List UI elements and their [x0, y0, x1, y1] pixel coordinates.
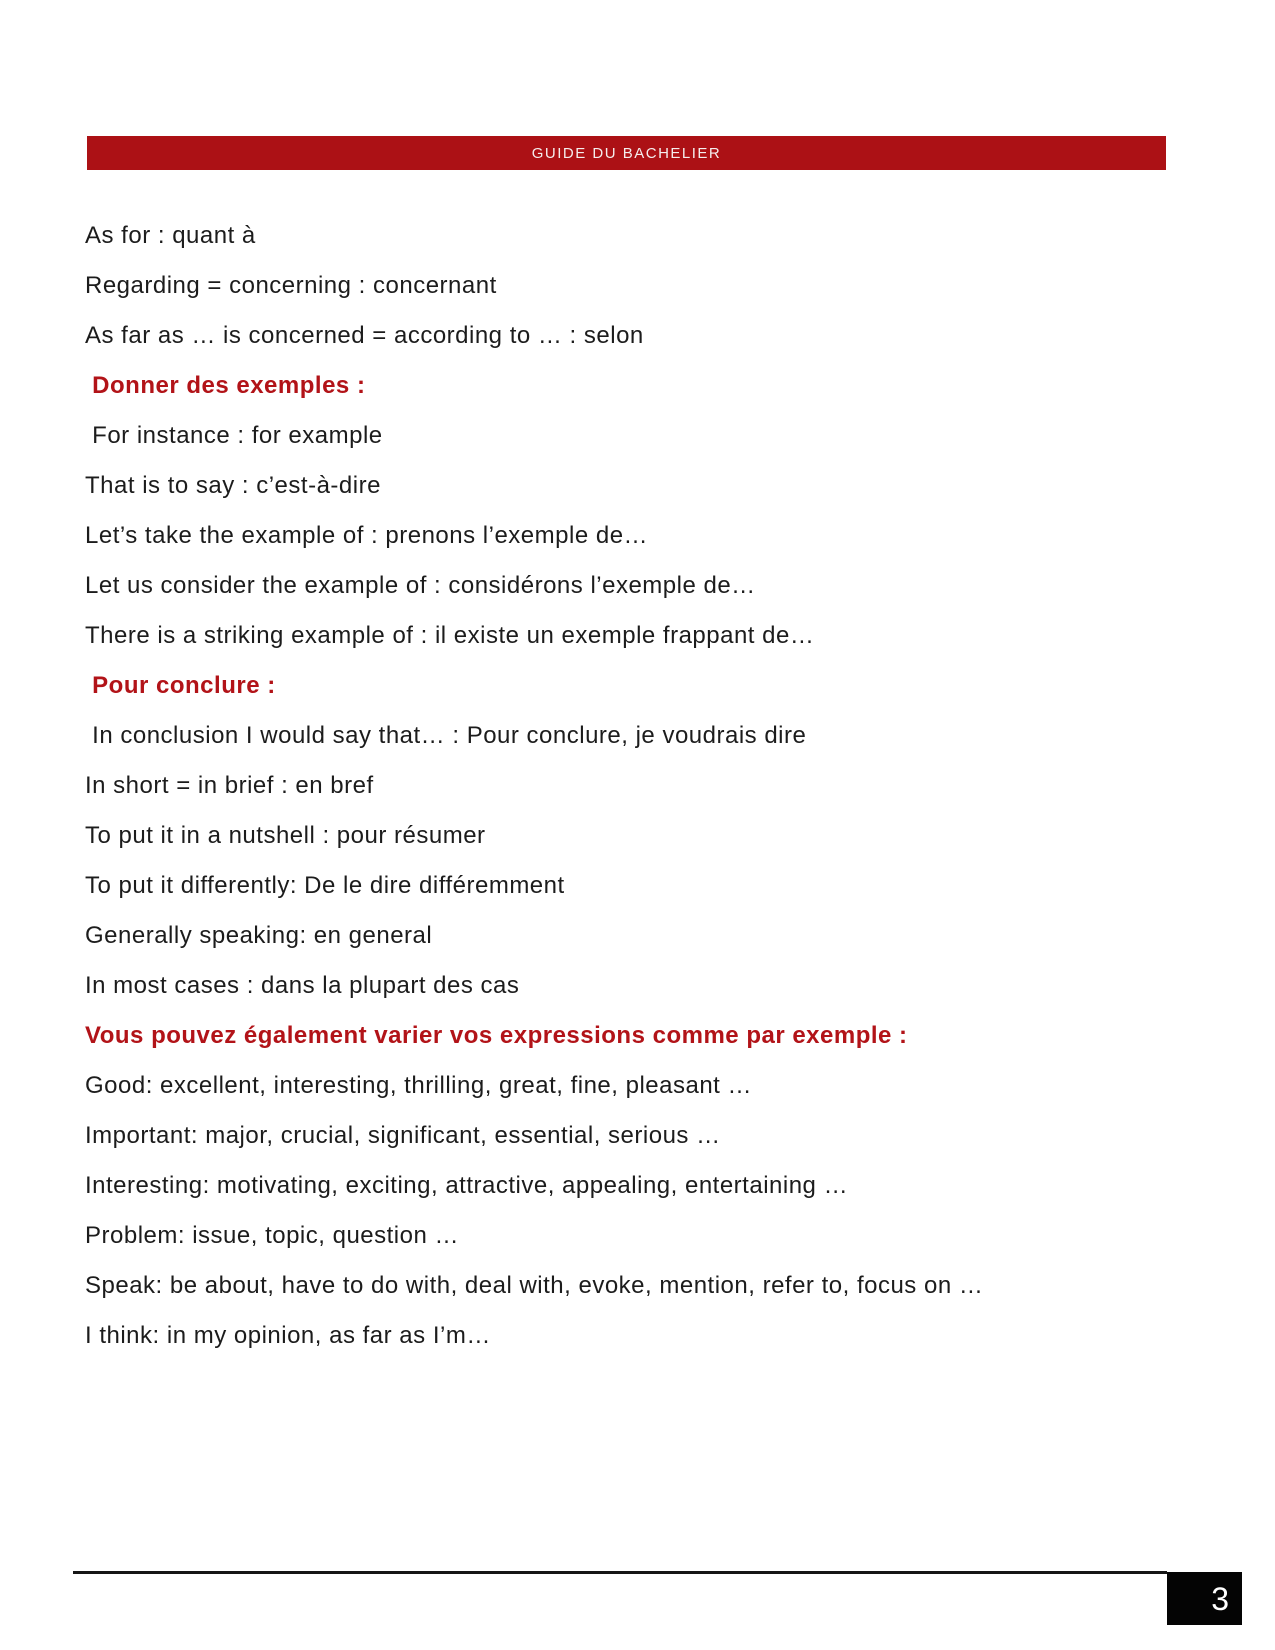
text-line: Regarding = concerning : concernant: [85, 272, 497, 299]
document-title: GUIDE DU BACHELIER: [531, 144, 722, 162]
text-line: To put it differently: De le dire différemment: [85, 872, 565, 899]
text-line: Problem: issue, topic, question …: [85, 1222, 460, 1249]
text-line: To put it in a nutshell : pour résumer: [85, 822, 486, 849]
footer-divider: [73, 1571, 1167, 1574]
text-line: In most cases : dans la plupart des cas: [85, 972, 520, 999]
body-text: [85, 211, 1195, 1361]
section-heading: Pour conclure :: [85, 672, 276, 699]
text-line: Let’s take the example of : prenons l’exemple de…: [85, 522, 649, 549]
text-line: Good: excellent, interesting, thrilling, great, fine, pleasant …: [85, 1072, 753, 1099]
text-line: For instance : for example: [85, 422, 383, 449]
text-line: In conclusion I would say that… : Pour conclure, je voudrais dire: [85, 722, 807, 749]
page-number-box: [1167, 1572, 1242, 1625]
header-banner: [87, 136, 1166, 170]
text-line: As for : quant à: [85, 222, 256, 249]
text-line: I think: in my opinion, as far as I’m…: [85, 1322, 491, 1349]
text-line: Let us consider the example of : considérons l’exemple de…: [85, 572, 756, 599]
text-line: There is a striking example of : il existe un exemple frappant de…: [85, 622, 815, 649]
page-number: 3: [1211, 1580, 1229, 1617]
text-line: Important: major, crucial, significant, essential, serious …: [85, 1122, 721, 1149]
section-heading: Donner des exemples :: [85, 372, 366, 399]
section-heading: Vous pouvez également varier vos expressions comme par exemple :: [85, 1022, 908, 1049]
text-line: Generally speaking: en general: [85, 922, 433, 949]
text-line: In short = in brief : en bref: [85, 772, 374, 799]
text-line: Interesting: motivating, exciting, attractive, appealing, entertaining …: [85, 1172, 849, 1199]
text-line: Speak: be about, have to do with, deal with, evoke, mention, refer to, focus on …: [85, 1272, 984, 1299]
text-line: As far as … is concerned = according to … : selon: [85, 322, 644, 349]
text-line: That is to say : c’est-à-dire: [85, 472, 381, 499]
